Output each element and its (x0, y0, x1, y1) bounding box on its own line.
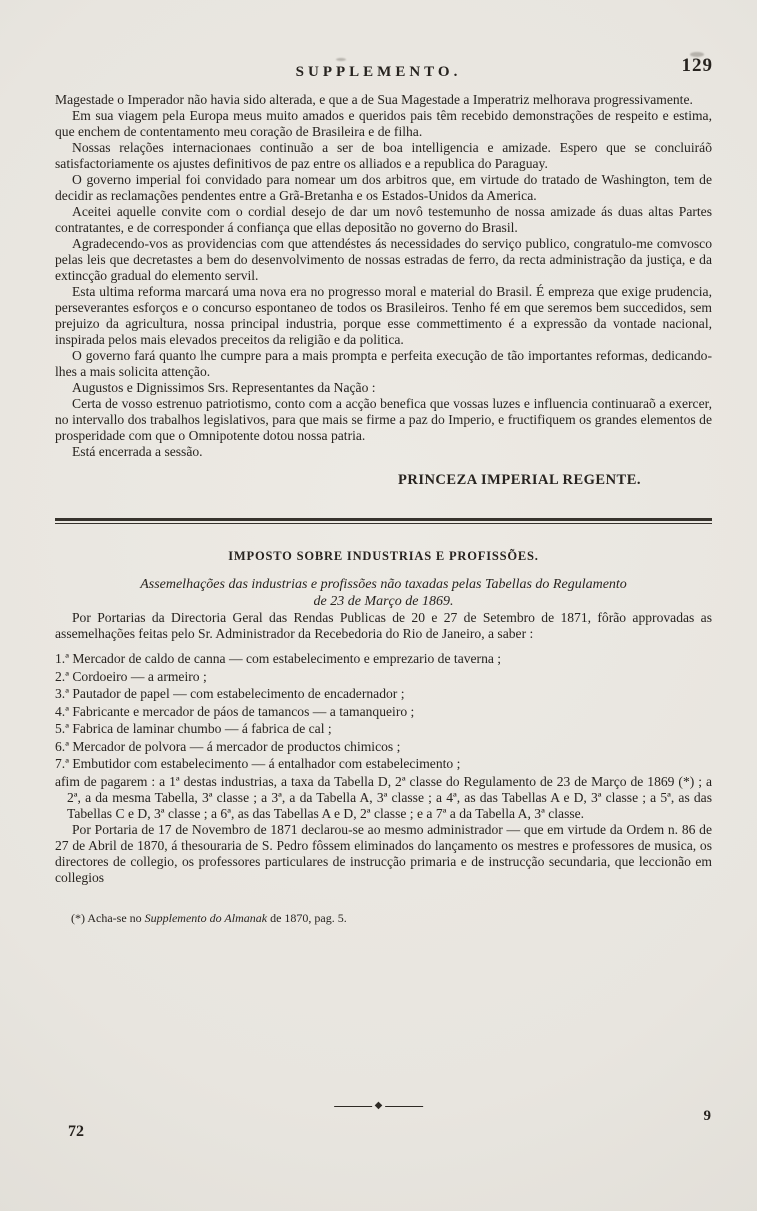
page-number: 129 (681, 55, 713, 76)
signature: PRINCEZA IMPERIAL REGENTE. (397, 472, 642, 488)
industry-item: 2.ª Cordoeiro — a armeiro ; (55, 668, 207, 684)
footnote-work-title: Supplemento do Almanak (144, 910, 268, 925)
section-heading: IMPOSTO SOBRE INDUSTRIAS E PROFISSÕES. (228, 549, 539, 563)
speech-paragraph: Agradecendo-vos as providencias com que attendéstes ás necessidades do serviço publico, congratulo-me comvosco pelas leis que decretastes a bem do desenvolvimento de nossas estradas de ferro, da recta administração da justiça, e da extincção gradual do elemento servil. (55, 236, 712, 283)
industry-item: 7.ª Embutidor com estabelecimento — á entalhador com estabelecimento ; (55, 756, 461, 771)
speech-paragraph: Está encerrada a sessão. (72, 444, 203, 459)
folio-left: 72 (68, 1123, 84, 1140)
ornament-glyph: ◆ (374, 1100, 383, 1111)
tax-assignment-paragraph: afim de pagarem : a 1ª destas industrias, a taxa da Tabella D, 2ª classe do Regulamento de 23 de Março de 1869 (*) ; a 2ª, a da mesma Tabella, 3ª classe ; a 3ª, a da Tabella A, 3ª classe ; a 4ª, as das Tabellas A e D, 3ª classe ; a 5ª, as das Tabellas C e D, 3ª classe ; a 6ª, as das Tabellas A e D, 2ª classe ; e a 7ª a da Tabella A, 3ª classe. (55, 773, 712, 821)
intro-paragraph: Por Portarias da Directoria Geral das Rendas Publicas de 20 e 27 de Setembro de 1871, fôrão approvadas as assemelhações feitas pelo Sr. Administrador da Recebedoria do Rio de Janeiro, a saber : (55, 610, 712, 641)
footnote-text: (*) Acha-se no (71, 910, 145, 925)
industry-list (55, 651, 712, 772)
speech-paragraph: O governo imperial foi convidado para nomear um dos arbitros que, em virtude do tratado de Washington, tem de decidir as reclamações pendentes entre a Grã-Bretanha e os Estados-Unidos da America. (55, 172, 712, 203)
page-content (55, 92, 712, 926)
industry-item: 1.ª Mercador de caldo de canna — com estabelecimento e emprezario de taverna ; (55, 651, 502, 666)
folio-right: 9 (703, 1108, 711, 1124)
speech-paragraph: Magestade o Imperador não havia sido alterada, e que a de Sua Magestade a Imperatriz melhorava progressivamente. (55, 92, 693, 107)
section-divider-rule (55, 518, 712, 524)
end-ornament-icon (334, 1101, 424, 1111)
running-title: SUPPLEMENTO. (295, 64, 462, 80)
industry-item: 6.ª Mercador de polvora — á mercador de productos chimicos ; (55, 738, 401, 754)
industry-item: 5.ª Fabrica de laminar chumbo — á fabrica de cal ; (55, 721, 332, 736)
footnote (55, 910, 712, 926)
speech-paragraph: O governo fará quanto lhe cumpre para a mais prompta e perfeita execução de tão importantes reformas, dedicando-lhes a mais solicita attenção. (55, 348, 712, 379)
speech-paragraph: Esta ultima reforma marcará uma nova era no progresso moral e material do Brasil. É empreza que exige prudencia, perseverantes esforços e o concurso espontaneo de todos os Brasileiros. Tenho fé em que seremos bem succedidos, sem prejuizo da agricultura, nossa principal industria, porque esse commettimento é a expressão da vontade nacional, inspirada pelos mais elevados preceitos da religião e da politica. (55, 284, 712, 347)
footnote-text: de 1870, pag. 5. (267, 910, 347, 925)
page-header (0, 0, 757, 80)
speech-paragraph: Nossas relações internacionaes continuão a ser de boa intelligencia e amizade. Espero que se concluiráõ satisfactoriamente os ajustes definitivos de paz entre os alliados e a republica do Paraguay. (55, 140, 712, 171)
ornament-rule-left (334, 1106, 372, 1107)
industry-item: 4.ª Fabricante e mercador de páos de tamancos — a tamanqueiro ; (55, 703, 415, 719)
ornament-rule-right (385, 1106, 423, 1107)
section-subtitle (55, 576, 712, 610)
speech-paragraph: Aceitei aquelle convite com o cordial desejo de dar um novô testemunho de nossa amizade ás duas altas Partes contratantes, e de corresponder á confiança que ellas depositão no governo do Brasil. (55, 204, 712, 235)
section-subtitle-line: de 23 de Março de 1869. (313, 594, 454, 609)
speech-paragraph: Certa de vosso estrenuo patriotismo, conto com a acção benefica que vossas luzes e influencia continuaraõ a exercer, no intervallo dos trabalhos legislativos, para que mais se firme a paz do Imperio, e fructifiquem os grandes elementos de prosperidade com que o Omnipotente dotou nossa patria. (55, 396, 712, 443)
final-paragraph: Por Portaria de 17 de Novembro de 1871 declarou-se ao mesmo administrador — que em virtude da Ordem n. 86 de 27 de Abril de 1870, á thesouraria de S. Pedro fôssem eliminados do lançamento os mestres e professores de musica, os directores de collegio, os professores particulares de instrucção primaria e de instrucção secundaria, que leccionão em collegios (55, 821, 712, 885)
industry-item: 3.ª Pautador de papel — com estabelecimento de encadernador ; (55, 686, 405, 701)
section-subtitle-line: Assemelhações das industrias e profissões não taxadas pelas Tabellas do Regulamento (140, 577, 627, 592)
speech-paragraph: Em sua viagem pela Europa meus muito amados e queridos pais têm recebido demonstrações de respeito e estima, que enchem de contentamento meu coração de Brasileira e de filha. (55, 108, 712, 139)
speech-paragraph: Augustos e Dignissimos Srs. Representantes da Nação : (72, 380, 376, 395)
